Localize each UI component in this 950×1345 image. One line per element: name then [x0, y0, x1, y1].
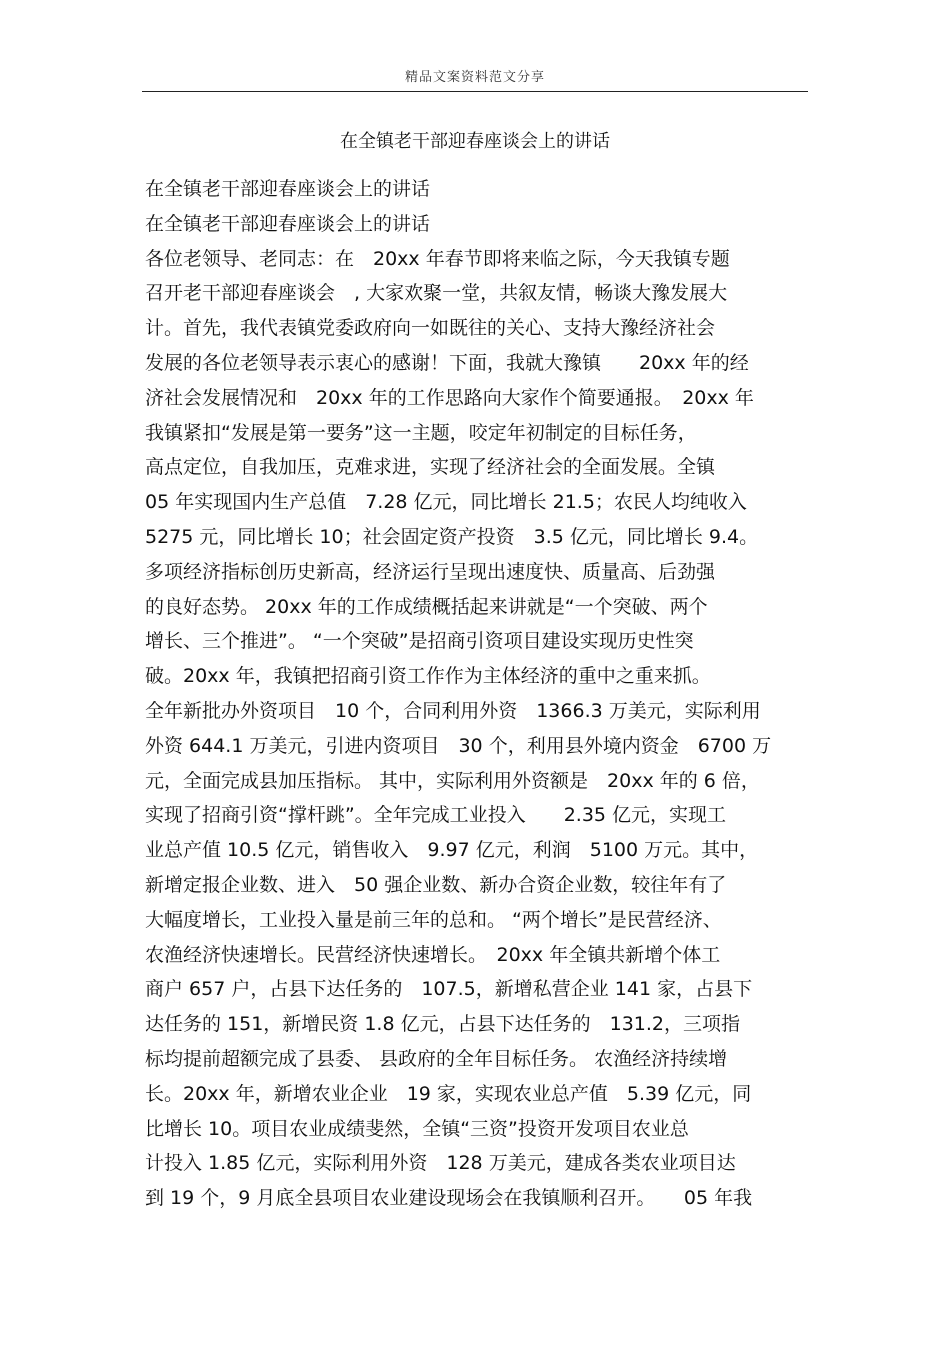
body-line: 农渔经济快速增长。民营经济快速增长。 20xx 年全镇共新增个体工	[145, 943, 721, 966]
body-line: 到 19 个，9 月底全县项目农业建设现场会在我镇顺利召开。 05 年我	[145, 1187, 753, 1210]
body-line: 达任务的 151，新增民资 1.8 亿元，占县下达任务的 131.2，三项指	[145, 1013, 740, 1036]
document-body	[145, 172, 810, 1216]
body-line: 计投入 1.85 亿元，实际利用外资 128 万美元，建成各类农业项目达	[145, 1152, 736, 1175]
body-line: 发展的各位老领导表示衷心的感谢！下面，我就大豫镇 20xx 年的经	[145, 351, 749, 374]
header-divider	[142, 91, 808, 92]
body-line: 商户 657 户，占县下达任务的 107.5，新增私营企业 141 家，占县下	[145, 978, 753, 1001]
body-line: 外资 644.1 万美元，引进内资项目 30 个，利用县外境内资金 6700 万	[145, 734, 772, 757]
body-line: 多项经济指标创历史新高，经济运行呈现出速度快、质量高、后劲强	[145, 560, 716, 583]
body-line: 高点定位，自我加压，克难求进，实现了经济社会的全面发展。全镇	[145, 456, 716, 479]
body-line: 的良好态势。 20xx 年的工作成绩概括起来讲就是“一个突破、两个	[145, 595, 708, 618]
body-line: 标均提前超额完成了县委、 县政府的全年目标任务。 农渔经济持续增	[145, 1047, 728, 1070]
body-line: 在全镇老干部迎春座谈会上的讲话	[145, 212, 431, 235]
body-line: 05 年实现国内生产总值 7.28 亿元，同比增长 21.5；农民人均纯收入	[145, 491, 747, 514]
body-line: 大幅度增长，工业投入量是前三年的总和。 “两个增长”是民营经济、	[145, 908, 722, 931]
body-line: 长。20xx 年，新增农业企业 19 家，实现农业总产值 5.39 亿元，同	[145, 1082, 752, 1105]
body-line: 5275 元，同比增长 10；社会固定资产投资 3.5 亿元，同比增长 9.4。	[145, 525, 759, 548]
body-line: 在全镇老干部迎春座谈会上的讲话	[145, 178, 431, 200]
body-line: 召开老干部迎春座谈会 , 大家欢聚一堂，共叙友情，畅谈大豫发展大	[145, 282, 728, 305]
body-line: 计。首先，我代表镇党委政府向一如既往的关心、支持大豫经济社会	[145, 317, 716, 340]
body-line: 各位老领导、老同志：在 20xx 年春节即将来临之际，今天我镇专题	[145, 247, 730, 270]
body-line: 比增长 10。项目农业成绩斐然，全镇“三资”投资开发项目农业总	[145, 1117, 689, 1140]
body-line: 实现了招商引资“撑杆跳”。全年完成工业投入 2.35 亿元，实现工	[145, 804, 727, 827]
body-line: 济社会发展情况和 20xx 年的工作思路向大家作个简要通报。 20xx 年	[145, 386, 754, 409]
body-line: 我镇紧扣“发展是第一要务”这一主题，咬定年初制定的目标任务，	[145, 421, 697, 444]
body-line: 元，全面完成县加压指标。 其中，实际利用外资额是 20xx 年的 6 倍，	[145, 769, 760, 792]
body-line: 新增定报企业数、进入 50 强企业数、新办合资企业数，较往年有了	[145, 873, 727, 896]
document-title: 在全镇老干部迎春座谈会上的讲话	[340, 131, 610, 152]
page-header-text: 精品文案资料范文分享	[404, 70, 545, 85]
body-line: 破。20xx 年，我镇把招商引资工作作为主体经济的重中之重来抓。	[145, 665, 711, 688]
body-line: 增长、三个推进”。 “一个突破”是招商引资项目建设实现历史性突	[145, 630, 694, 653]
body-line: 全年新批办外资项目 10 个，合同利用外资 1366.3 万美元，实际利用	[145, 699, 761, 722]
body-line: 业总产值 10.5 亿元，销售收入 9.97 亿元，利润 5100 万元。其中，	[145, 839, 759, 862]
